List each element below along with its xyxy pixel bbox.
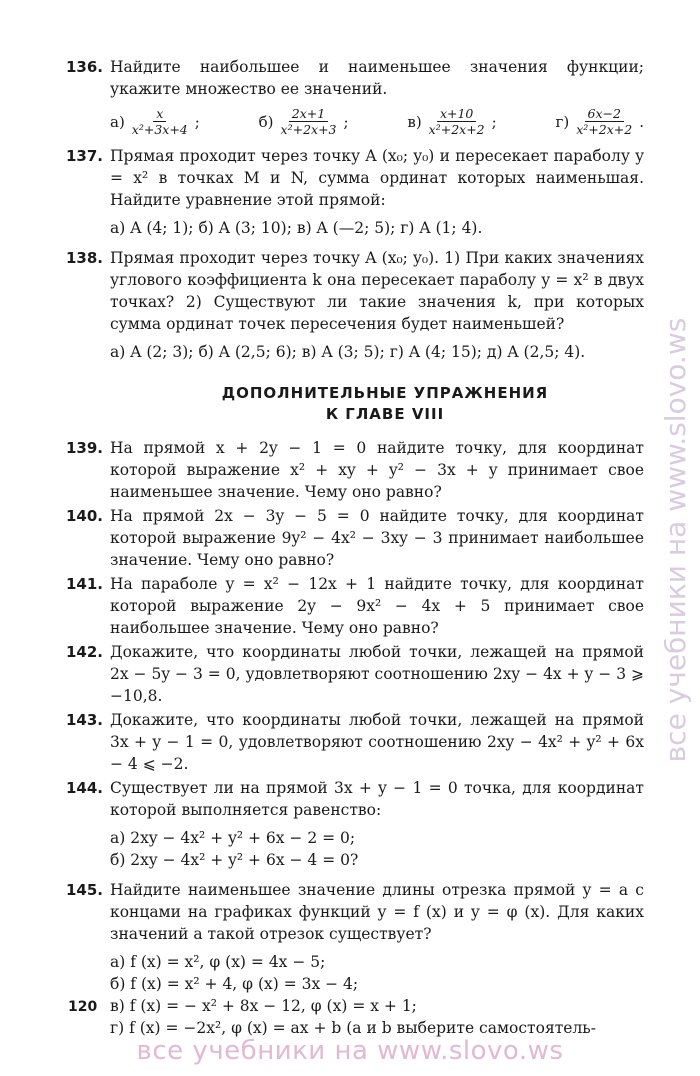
problem-number: 141. [66,575,104,593]
problem-options [110,827,644,871]
option-item: а) 2xy − 4x² + y² + 6x − 2 = 0; [110,829,356,847]
separator: ; [343,112,349,131]
problem-140 [66,505,644,571]
separator: ; [491,112,497,131]
problem-text: Докажите, что координаты любой точки, лежащей на прямой 2x − 5y − 3 = 0, удовлетворяют соотношению 2xy − 4x + y − 3 ⩾ −10,8. [110,643,644,705]
problem-144 [66,777,644,871]
problem-text: Найдите наибольшее и наименьшее значения функции; укажите множество ее значений. [110,58,644,98]
watermark-bottom: все учебники на www.slovo.ws [136,1036,564,1066]
fraction-option-c [407,106,496,137]
fraction-option-d [556,106,644,137]
problem-text: Прямая проходит через точку A (x₀; y₀). 1) При каких значениях углового коэффициента k она пересекает параболу y = x² в двух точках? 2) Существуют ли такие значения k, при которых сумма ординат точек пересечения будет наименьшей? [110,249,644,333]
problem-139 [66,437,644,503]
problem-142 [66,641,644,707]
option-item: г) f (x) = −2x², φ (x) = ax + b (a и b выберите самостоятель- [110,1019,596,1037]
watermark-side: все учебники на www.slovo.ws [659,317,692,763]
section-heading [126,383,644,425]
fraction-option-b [259,106,349,137]
problem-number: 144. [66,779,104,797]
option-label: а) [110,112,125,131]
option-label: б) [258,112,274,131]
problem-145 [66,879,644,1039]
heading-line: К ГЛАВЕ VIII [325,405,445,423]
problem-number: 140. [66,507,104,525]
heading-line: ДОПОЛНИТЕЛЬНЫЕ УПРАЖНЕНИЯ [221,384,549,402]
numerator: x [153,106,166,122]
problem-141 [66,573,644,639]
separator: . [639,112,644,131]
denominator: x²+3x+4 [131,122,188,137]
problem-143 [66,709,644,775]
fraction [129,106,191,137]
fraction [426,106,488,137]
denominator: x²+2x+2 [576,122,633,137]
option-item: б) 2xy − 4x² + y² + 6x − 4 = 0? [110,851,359,869]
problem-text: Найдите наименьшее значение длины отрезка прямой y = a с концами на графиках функций y = f (x) и y = φ (x). Для каких значений a такой отрезок существует? [110,881,644,943]
fraction [278,106,340,137]
option-label: в) [407,112,422,131]
problem-text: На прямой 2x − 3y − 5 = 0 найдите точку, для координат которой выражение 9y² − 4x² − 3xy − 3 принимает наибольшее значение. Чему оно равно? [110,507,644,569]
fraction [573,106,635,137]
option-item: в) f (x) = − x² + 8x − 12, φ (x) = x + 1; [110,997,417,1015]
problem-137 [66,145,644,239]
page-content [66,56,644,1047]
problem-number: 139. [66,439,104,457]
problem-text: Докажите, что координаты любой точки, лежащей на прямой 3x + y − 1 = 0, удовлетворяют соотношению 2xy − 4x² + y² + 6x − 4 ⩽ −2. [110,711,644,773]
numerator: 6x−2 [585,106,624,122]
option-item: а) f (x) = x², φ (x) = 4x − 5; [110,953,326,971]
fraction-options [110,106,644,137]
problem-number: 142. [66,643,104,661]
problem-text: Прямая проходит через точку A (x₀; y₀) и пересекает параболу y = x² в точках M и N, сумма ординат которых наименьшая. Найдите уравнение этой прямой: [110,147,644,209]
page-number: 120 [68,999,98,1015]
problem-number: 143. [66,711,104,729]
problem-number: 136. [66,58,104,76]
separator: ; [194,112,200,131]
option-item: б) f (x) = x² + 4, φ (x) = 3x − 4; [110,975,359,993]
option-label: г) [555,112,570,131]
problem-number: 138. [66,249,104,267]
problem-text: На параболе y = x² − 12x + 1 найдите точку, для координат которой выражение 2y − 9x² − 4x + 5 принимает свое наибольшее значение. Чему оно равно? [110,575,644,637]
problem-text: На прямой x + 2y − 1 = 0 найдите точку, для координат которой выражение x² + xy + y² − 3x + y принимает свое наименьшее значение. Чему оно равно? [110,439,644,501]
fraction-option-a [110,106,200,137]
problem-options: а) A (2; 3); б) A (2,5; 6); в) A (3; 5); г) A (4; 15); д) A (2,5; 4). [110,343,586,361]
numerator: 2x+1 [289,106,328,122]
numerator: x+10 [437,106,476,122]
problem-options [110,951,644,1039]
problem-number: 137. [66,147,104,165]
denominator: x²+2x+3 [280,122,337,137]
problem-138 [66,247,644,363]
denominator: x²+2x+2 [428,122,485,137]
problem-number: 145. [66,881,104,899]
problem-136 [66,56,644,137]
problem-text: Существует ли на прямой 3x + y − 1 = 0 точка, для координат которой выполняется равенство: [110,779,644,819]
problem-options: а) A (4; 1); б) A (3; 10); в) A (—2; 5); г) A (1; 4). [110,219,483,237]
